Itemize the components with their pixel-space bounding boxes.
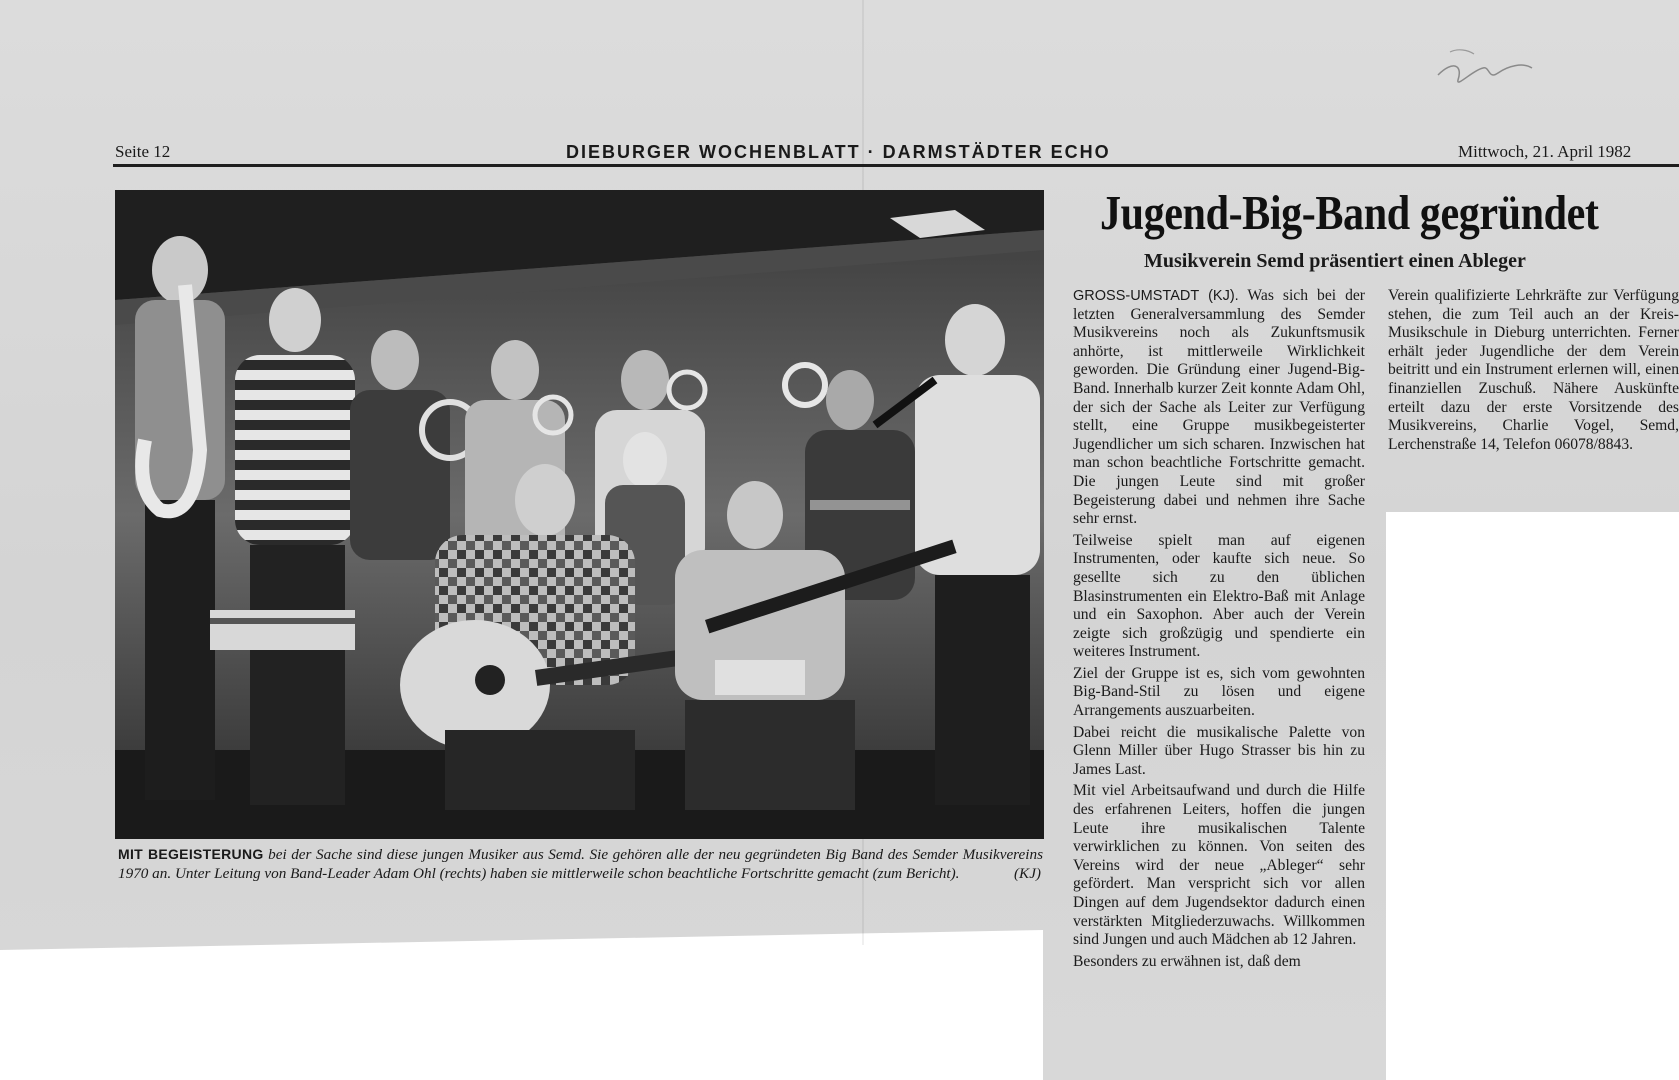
paragraph-3: Ziel der Gruppe ist es, sich vom gewohnten Big-Band-Stil zu lösen und eigene Arrangements auszuarbeiten. — [1073, 664, 1365, 720]
pencil-mark-icon — [1428, 40, 1538, 100]
publication-name: DIEBURGER WOCHENBLATT · DARMSTÄDTER ECHO — [566, 142, 1111, 162]
caption-body: bei der Sache sind diese jungen Musiker aus Semd. Sie gehören alle der neu gegründeten Big Band des Semder Musikvereins 1970 an. Unter Leitung von Band-Leader Adam Ohl (rechts) haben sie mittlerweile schon beachtliche Fortschritte gemacht (zum Bericht). — [118, 846, 1043, 882]
article-column-2 — [1388, 287, 1679, 457]
paragraph-1 — [1073, 287, 1365, 529]
paragraph-1-text: Was sich bei der letzten Generalversammlung des Semder Musikvereins noch als Zukunftsmusik anhörte, ist mittlerweile Wirklichkeit geworden. Die Gründung einer Jugend-Big-Band. Innerhalb kurzer Zeit konnte Adam Ohl, der sich der Sache als Leiter zur Verfügung stellt, eine Gruppe musikbegeisterter Jugendlicher um sich scharen. Inzwischen hat man schon beachtliche Fortschritte gemacht. Die jungen Leute sind mit großer Begeisterung dabei und nehmen ihre Sache sehr ernst. — [1073, 287, 1366, 528]
article-headline: Jugend-Big-Band gegründet — [1100, 185, 1599, 240]
paragraph-4: Dabei reicht die musikalische Palette von Glenn Miller über Hugo Strasser bis hin zu James Last. — [1073, 723, 1365, 778]
caption-credit: (KJ) — [1014, 865, 1041, 882]
photo-caption — [118, 845, 1043, 883]
paragraph-5: Mit viel Arbeitsaufwand und durch die Hilfe des erfahrenen Leiters, hoffen die jungen Leute ihre musikalischen Talente verwirklichen zu können. Von seiten des Vereins wird der neue „Ableger“ sehr gefördert. Man verspricht sich vor allen Dingen auf dem Jugendsektor dadurch einen verstärkten Mitgliederzuwachs. Willkommen sind Jungen und auch Mädchen ab 12 Jahren. — [1073, 782, 1365, 949]
article-column-1 — [1073, 287, 1365, 974]
issue-date: Mittwoch, 21. April 1982 — [1458, 142, 1632, 161]
paragraph-6: Besonders zu erwähnen ist, daß dem — [1073, 952, 1301, 970]
page-number: Seite 12 — [115, 142, 171, 161]
caption-lead: MIT BEGEISTERUNG — [118, 846, 264, 862]
dateline: GROSS-UMSTADT (KJ). — [1073, 288, 1239, 304]
article-subheadline: Musikverein Semd präsentiert einen Ableger — [1144, 250, 1526, 272]
band-photo — [115, 190, 1044, 839]
paragraph-2: Teilweise spielt man auf eigenen Instrumenten, oder kaufte sich neue. So gesellte sich zu den üblichen Blasinstrumenten ein Elektro-Baß mit Anlage und ein Saxophon. Aber auch der Verein zeigte sich großzügig und spendierte ein weiteres Instrument. — [1073, 531, 1365, 661]
band-photo-image — [115, 190, 1044, 839]
header-rule — [113, 164, 1679, 167]
paragraph-7: Verein qualifizierte Lehrkräfte zur Verfügung stehen, die zum Teil auch an der Kreis-Musikschule in Dieburg unterrichten. Ferner erhält jeder Jugendliche der dem Verein beitritt und ein Instrument erlernen will, einen finanziellen Zuschuß. Nähere Auskünfte erteilt dazu der erste Vorsitzende des Musikvereins, Charlie Vogel, Semd, Lerchenstraße 14, Telefon 06078/8843. — [1388, 287, 1679, 453]
